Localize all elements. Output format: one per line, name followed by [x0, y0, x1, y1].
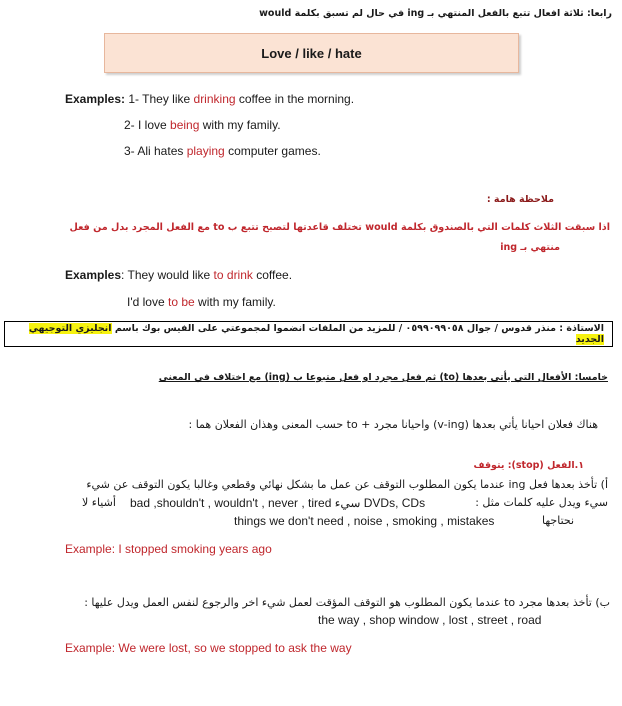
examples-label: Examples:: [65, 92, 126, 106]
teacher-text: الاستاذة : منذر قدوس / جوال ٠٥٩٩٠٩٩٠٥٨ / للمزيد من الملفات انضموا لمجموعتي على الفيس بوك باسم: [114, 323, 604, 334]
stop-rule-a-line1: أ) تأخذ بعدها فعل ing عندما يكون المطلوب التوقف عن عمل ما بشكل نهائي وقطعي وغالبا يكون التوقف عن شيء: [86, 478, 608, 491]
example1-line1: [65, 92, 354, 106]
intro-text: هناك فعلان احيانا يأتي بعدها (v-ing) واحيانا مجرد + to حسب المعنى وهذان الفعلان هما :: [188, 418, 598, 431]
ex2b-text-end: with my family.: [194, 295, 276, 309]
note-title: ملاحظة هامة :: [486, 194, 554, 205]
stop-title: ١.الفعل (stop): يتوقف: [473, 460, 584, 471]
note-line2: منتهي بـ ing: [500, 242, 560, 253]
stop-rule-a-words: bad ,shouldn't , wouldn't , never , tired سيء DVDs, CDs: [130, 496, 426, 510]
example3-verb: playing: [186, 144, 225, 158]
ex2-text-end: coffee.: [252, 268, 293, 282]
group-name-highlight: انجليزي التوجيهي الجديد: [28, 323, 604, 345]
stop-rule-a-ar: سيء ويدل عليه كلمات مثل :: [475, 496, 608, 509]
note-line1: اذا سبقت الثلاث كلمات التي بالصندوق بكلمة would تختلف قاعدتها لتصبح تتبع ب to مع الفعل المجرد بدل من فعل: [69, 222, 610, 233]
example-stop-ing: Example: I stopped smoking years ago: [65, 542, 272, 556]
example2-text-end: with my family.: [199, 118, 281, 132]
example2-verb: being: [170, 118, 200, 132]
ex2-text: : They would like: [121, 268, 214, 282]
example1-line3: [124, 144, 321, 158]
ex2-verb: to drink: [213, 268, 253, 282]
ex2b-text: I'd love: [127, 295, 168, 309]
love-like-hate-box: [104, 33, 519, 73]
example3-text: 3- Ali hates: [124, 144, 187, 158]
stop-rule-b-line1: ب) تأخذ بعدها مجرد to عندما يكون المطلوب هو التوقف المؤقت لعمل شيء اخر والرجوع لنفس العمل ويدل عليها :: [84, 596, 610, 609]
example1-line2: [124, 118, 281, 132]
ex2b-verb: to be: [167, 295, 195, 309]
example2-line1: [65, 268, 292, 282]
stop-rule-b-words: the way , shop window , lost , street , road: [318, 613, 542, 627]
stop-rule-a-words-2: things we don't need , noise , smoking , mistakes: [234, 514, 495, 528]
example2-line2: [127, 295, 276, 309]
example-stop-to: Example: We were lost, so we stopped to ask the way: [65, 641, 352, 655]
stop-rule-a-tail: أشياء لا: [82, 496, 116, 509]
section-five-heading: خامسا: الأفعال التي يأتي بعدها (to) ثم فعل مجرد او فعل متبوعا ب (ing) مع اختلاف في المعنى: [158, 372, 608, 383]
example1-text-end: coffee in the morning.: [235, 92, 355, 106]
example1-verb: drinking: [193, 92, 236, 106]
examples-label-2: Examples: [65, 268, 122, 282]
section-four-heading: رابعا: ثلاثة افعال تتبع بالفعل المنتهي بـ ing في حال لم تسبق بكلمة would: [259, 8, 612, 19]
example2-text: 2- I love: [124, 118, 171, 132]
example3-text-end: computer games.: [224, 144, 321, 158]
teacher-info-box: [4, 321, 613, 347]
box-title: Love / like / hate: [261, 45, 362, 61]
stop-rule-a-ar-2: نحتاجها: [542, 514, 575, 527]
teacher-info: [5, 323, 604, 345]
example1-text: 1- They like: [125, 92, 194, 106]
